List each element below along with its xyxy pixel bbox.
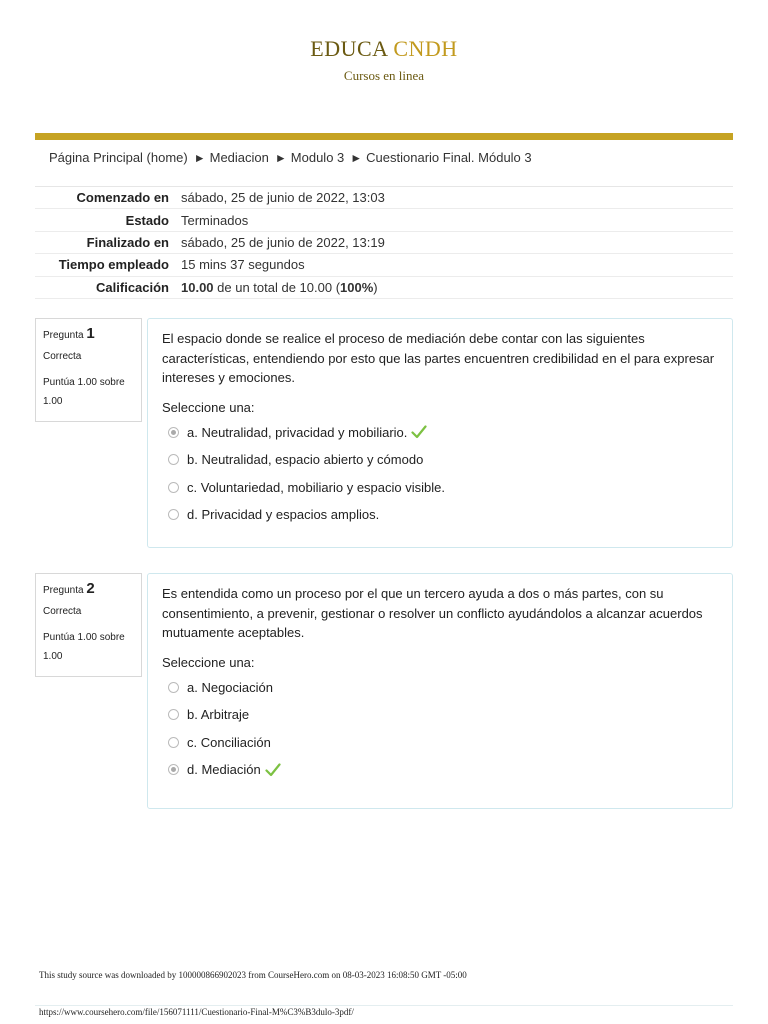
answer-option[interactable]	[162, 674, 718, 702]
answer-label: c. Voluntariedad, mobiliario y espacio visible.	[187, 479, 445, 495]
question-index: 1	[86, 325, 95, 342]
grade-score: 10.00	[181, 279, 214, 295]
radio-button-selected[interactable]	[168, 427, 179, 438]
summary-value: sábado, 25 de junio de 2022, 13:19	[181, 234, 385, 250]
breadcrumb-course[interactable]: Mediacion	[209, 150, 269, 165]
question-info-1	[35, 318, 142, 422]
answer-option[interactable]	[162, 501, 718, 529]
summary-row-grade	[35, 277, 733, 299]
question-content-2	[147, 573, 733, 809]
brand-cndh: CNDH	[393, 36, 458, 61]
answer-option[interactable]	[162, 446, 718, 474]
question-state: Correcta	[43, 351, 82, 362]
grade-percent: 100%	[340, 279, 374, 295]
attempt-summary-table	[35, 186, 733, 299]
radio-button[interactable]	[168, 482, 179, 493]
question-label: Pregunta	[43, 330, 84, 341]
question-content-1	[147, 318, 733, 548]
question-info-2	[35, 573, 142, 677]
question-text: El espacio donde se realice el proceso de mediación debe contar con las siguientes características, entendiendo por esto que las partes encuentren credibilidad en el para expresar intereses y emociones.	[162, 331, 715, 385]
header-divider	[35, 133, 733, 140]
check-icon	[265, 763, 281, 777]
summary-label: Comenzado en	[76, 190, 169, 206]
answer-option[interactable]	[162, 729, 718, 757]
question-grade: Puntúa 1.00 sobre 1.00	[43, 377, 125, 407]
radio-button[interactable]	[168, 737, 179, 748]
breadcrumb-separator-icon: ►	[274, 151, 287, 165]
breadcrumb-module[interactable]: Modulo 3	[290, 150, 345, 165]
radio-button[interactable]	[168, 709, 179, 720]
question-label: Pregunta	[43, 585, 84, 596]
check-icon	[411, 425, 427, 439]
answer-list	[162, 674, 718, 784]
answer-prompt: Seleccione una:	[162, 399, 255, 415]
question-index: 2	[86, 580, 95, 597]
summary-row-state	[35, 209, 733, 231]
question-text: Es entendida como un proceso por el que un tercero ayuda a dos o más partes, con su consentimiento, a prevenir, gestionar o resolver un conflicto ayudándolos a alcanzar acuerdos mutuamente aceptables.	[162, 586, 703, 640]
answer-option[interactable]	[162, 474, 718, 502]
answer-label: d. Mediación	[187, 762, 261, 778]
summary-label: Tiempo empleado	[58, 257, 169, 273]
breadcrumb-separator-icon: ►	[193, 151, 206, 165]
summary-row-finished	[35, 232, 733, 254]
summary-row-started	[35, 187, 733, 209]
breadcrumb	[49, 150, 532, 165]
answer-prompt: Seleccione una:	[162, 654, 255, 670]
radio-button-selected[interactable]	[168, 764, 179, 775]
grade-close: )	[373, 279, 378, 295]
site-brand[interactable]	[0, 36, 768, 62]
answer-option[interactable]	[162, 701, 718, 729]
question-number	[43, 325, 134, 342]
summary-value: Terminados	[181, 212, 249, 228]
answer-option[interactable]	[162, 419, 718, 447]
breadcrumb-home[interactable]: Página Principal (home)	[49, 150, 188, 165]
answer-label: a. Negociación	[187, 679, 273, 695]
site-tagline: Cursos en linea	[343, 68, 425, 83]
answer-label: a. Neutralidad, privacidad y mobiliario.	[187, 424, 408, 440]
summary-value: 15 mins 37 segundos	[181, 257, 305, 273]
answer-label: b. Neutralidad, espacio abierto y cómodo	[187, 452, 424, 468]
answer-list	[162, 419, 718, 529]
question-state: Correcta	[43, 606, 82, 617]
summary-label: Finalizado en	[86, 234, 169, 250]
summary-label: Estado	[125, 212, 169, 228]
footer-divider	[35, 1005, 733, 1006]
radio-button[interactable]	[168, 454, 179, 465]
download-note: This study source was downloaded by 100000866902023 from CourseHero.com on 08-03-2023 16:08:50 GMT -05:00	[39, 970, 467, 980]
answer-label: b. Arbitraje	[187, 707, 250, 723]
answer-label: c. Conciliación	[187, 734, 271, 750]
answer-option[interactable]	[162, 756, 718, 784]
brand-educa: EDUCA	[310, 36, 388, 61]
breadcrumb-separator-icon: ►	[350, 151, 363, 165]
answer-label: d. Privacidad y espacios amplios.	[187, 507, 380, 523]
summary-label: Calificación	[96, 279, 169, 295]
summary-row-time-taken	[35, 254, 733, 276]
summary-value	[181, 280, 378, 295]
radio-button[interactable]	[168, 509, 179, 520]
question-number	[43, 580, 134, 597]
source-url[interactable]: https://www.coursehero.com/file/156071111/Cuestionario-Final-M%C3%B3dulo-3pdf/	[39, 1007, 354, 1017]
grade-total: de un total de 10.00 (	[213, 279, 341, 295]
radio-button[interactable]	[168, 682, 179, 693]
summary-value: sábado, 25 de junio de 2022, 13:03	[181, 190, 385, 206]
question-grade: Puntúa 1.00 sobre 1.00	[43, 632, 125, 662]
breadcrumb-quiz[interactable]: Cuestionario Final. Módulo 3	[366, 150, 532, 165]
